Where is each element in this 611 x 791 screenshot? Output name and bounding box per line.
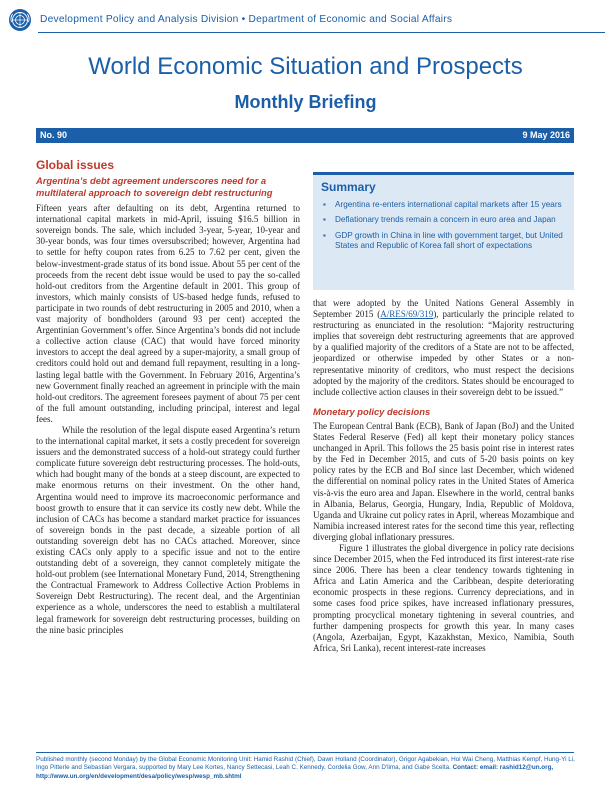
summary-title: Summary	[321, 180, 376, 194]
footer-credits: Published monthly (second Monday) by the Global Economic Monitoring Unit: Hamid Rashid (Chief), Dawn Holland (Coordinator), Grigor Agabekian, Hoi Wai Cheng, Matthias Kempf, Hung-Yi Li, Ingo Pitterle and Sebastian Vergara, supported by Mary Lee Kortes, Nancy Settecasi, Leah C. Kennedy, Cordelia Gow, Ann D'lima, and Gabe Scelta.	[36, 756, 575, 772]
summary-list	[321, 200, 566, 251]
summary-box	[313, 172, 574, 290]
issue-number: No. 90	[40, 130, 68, 140]
page-footer	[36, 756, 576, 781]
article-paragraph: Figure 1 illustrates the global divergence in policy rate decisions since December 2015, when the Fed introduced its first interest-rate rise since 2006. There has been a clear tendency towards tightening in Africa and Latin America and the Caribbean, despite deteriorating economic prospects in these regions. Currency depreciations, and in some cases food price spikes, have increased inflationary pressures, prompting procyclical monetary tightening in several countries, and further dampening prospects for growth this year. In many cases (Angola, Azerbaijan, Egypt, Kazakhstan, Mexico, Namibia, South Africa, Sri Lanka), recent interest-rate increases	[313, 542, 574, 653]
header-rule	[38, 32, 605, 33]
summary-item: ▪ GDP growth in China in line with government target, but United States and Republic of Korea fall short of expectations	[321, 231, 566, 252]
left-column	[36, 160, 300, 636]
section-heading-monetary-policy: Monetary policy decisions	[313, 405, 431, 417]
summary-item: ▪ Argentina re-enters international capital markets after 15 years	[321, 200, 566, 210]
paragraph-text: ), particularly the principle related to restructuring as enunciated in the resolution: “Majority restructuring implies that sovereign debt restructuring agreements that are approved by a qualified majority of the creditors of a State are not to be affected, jeopardized or otherwise impeded by other States or a non-representative minority of creditors, who must respect the decisions adopted by the majority of the creditors. States should be encouraged to include collective action clauses in their sovereign debt to be issued.”	[313, 309, 575, 397]
summary-item: ▪ Deflationary trends remain a concern in euro area and Japan	[321, 215, 566, 225]
issue-bar	[36, 128, 574, 143]
article-paragraph: Fifteen years after defaulting on its debt, Argentina returned to international capital markets in mid-April, issuing $16.5 billion in sovereign bonds. The sale, which included 3-year, 5-year, 10-year and 30-year bonds, was four times oversubscribed; however, Argentina had to settle for hefty coupon rates from 6.25 to 7.62 per cent, given the below-investment-grade status of its bond issue. About 55 per cent of the proceeds from the recent debt issue would be used to pay the so-called hold-out creditors from the Argentine default in 2001. This group of investors, which mainly consists of US-based hedge funds, refused to participate in two rounds of debt restructuring in 2005 and 2010, when a vast majority of bondholders (around 93 per cent) accepted the Argentinian Government’s offer. Since Argentina’s bonds did not include a collective action clause (CAC) that would have forced minority investors to accept the deal agreed by a super-majority, a small group of creditors could hold out and demand full repayment, resulting in a long-lasting legal battle with the Government. In February 2016, Argentina’s new Government finally reached an agreement in principle with the main hold-out creditors. The agreement foresees payment of about 75 per cent of the full amount outstanding, including principal, interest and legal fees.	[36, 203, 300, 424]
article-subheading: Argentina’s debt agreement underscores need for a multilateral approach to sovereign debt restructuring	[36, 175, 273, 198]
footer-rule	[36, 752, 574, 753]
right-column	[313, 298, 574, 654]
un-emblem-icon	[8, 8, 32, 32]
page-subtitle: Monthly Briefing	[234, 92, 377, 112]
article-paragraph: The European Central Bank (ECB), Bank of Japan (BoJ) and the United States Federal Reserve (Fed) all kept their monetary policy stances unchanged in April. This follows the 25 basis point rise in interest rates by the Fed in December 2015, and cuts of 5-20 basis points on key policy rates by the ECB and BoJ since last December, which widened the differential on nominal policy rates in the United States of America vis-à-vis the euro area and Japan. Elsewhere in the world, central banks in Albania, Belarus, Georgia, Hungary, India, Republic of Moldova, Uganda and Ukraine cut policy rates in April, whereas Mozambique and Namibia increased interest rates for the second time this year, reflecting diverging global inflationary pressures.	[313, 420, 574, 542]
article-paragraph	[313, 298, 574, 398]
issue-date: 9 May 2016	[522, 130, 570, 140]
article-paragraph: While the resolution of the legal dispute eased Argentina’s return to the international capital market, it sets a costly precedent for sovereign issuers and the demonstrated success of a hold-out strategy could further complicate future sovereign debt restructuring processes. The hold-outs, which had bought many of the bonds at a steep discount, are expected to make enormous returns on their investment. On the other hand, Argentina would need to improve its macroeconomic performance and boost growth to ensure that it can service its costly new debt. While the inclusion of CACs has become a standard market practice for issuances of sovereign bonds in the past decade, a sizeable portion of all outstanding sovereign debt has no CACs attached. Moreover, since existing CACs only apply to a specific issue and not to the entire outstanding debt of a sovereign, they cannot completely mitigate the hold-out problem (see International Monetary Fund, 2014, Strengthening the Contractual Framework to Address Collective Action Problems in Sovereign Debt Restructuring). The recent deal, and the Argentinian experience as a whole, underscores the need to establish a multilateral legal framework for sovereign debt restructuring processes, building on the nine basic principles	[36, 424, 300, 635]
resolution-link[interactable]: A/RES/69/319	[380, 309, 434, 320]
page-title: World Economic Situation and Prospects	[88, 53, 523, 80]
division-name: Development Policy and Analysis Division • Department of Economic and Social Affairs	[40, 14, 453, 25]
section-heading-global-issues: Global issues	[36, 158, 115, 172]
paragraph-text: that were adopted by the United Nations General Assembly in September 2015 (	[313, 298, 574, 320]
footer-contact[interactable]: Contact: email: rashid12@un.org, http://www.un.org/en/development/desa/policy/wesp/wesp_mb.shtml	[36, 764, 554, 780]
page-header	[0, 0, 611, 128]
